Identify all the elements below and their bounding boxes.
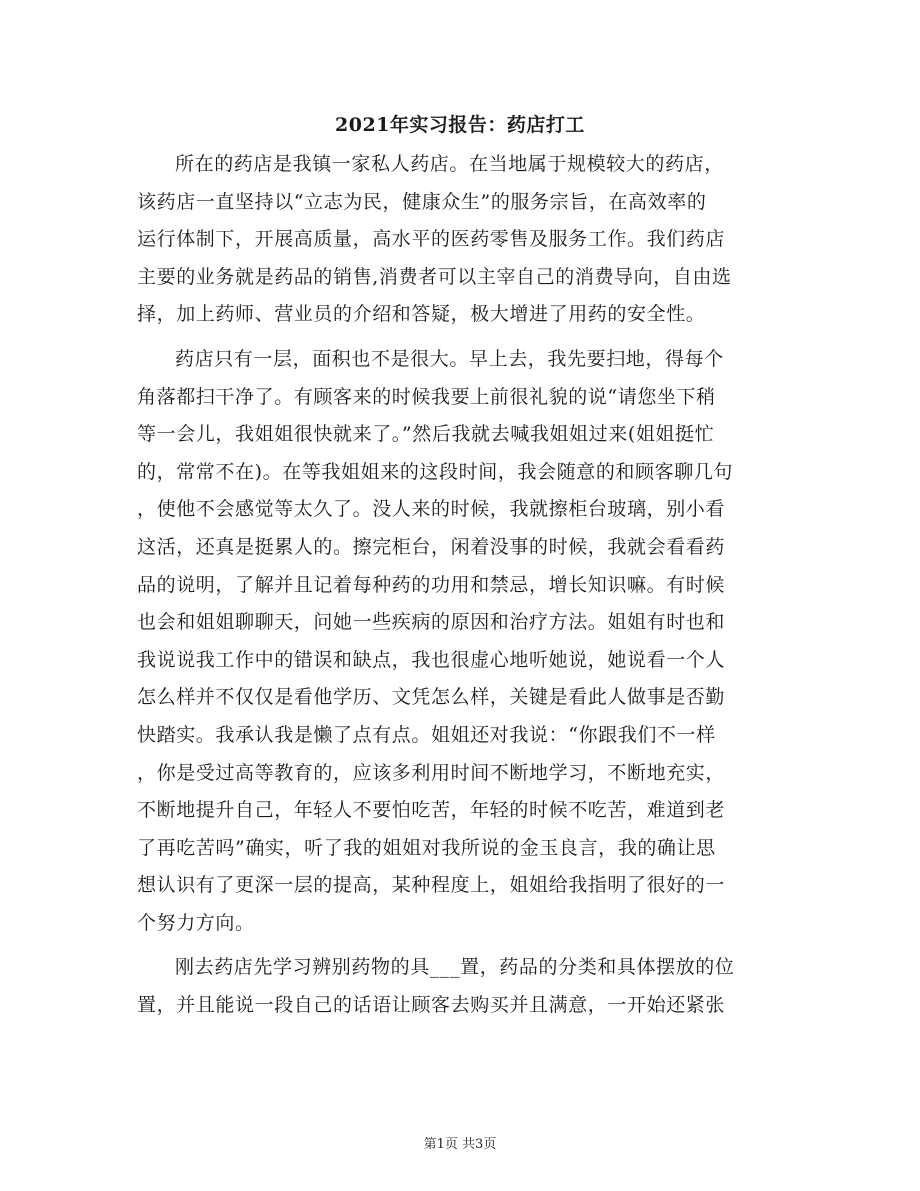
text-line: 怎么样并不仅仅是看他学历、文凭怎么样，关键是看此人做事是否勤 [137, 686, 726, 709]
text-line: 了再吃苦吗”确实，听了我的姐姐对我所说的金玉良言，我的确让思 [137, 836, 716, 859]
text-line: 不断地提升自己，年轻人不要怕吃苦，年轻的时候不吃苦，难道到老 [137, 799, 726, 822]
paragraph-gap [137, 942, 785, 949]
text-line: 等一会儿，我姐姐很快就来了。”然后我就去喊我姐姐过来(姐姐挺忙 [137, 423, 715, 446]
text-line: 这活，还真是挺累人的。擦完柜台，闲着没事的时候，我就会看看药 [137, 535, 726, 558]
text-line: ，你是受过高等教育的，应该多利用时间不断地学习，不断地充实， [137, 761, 726, 784]
text-line: 该药店一直坚持以“立志为民，健康众生”的服务宗旨，在高效率的 [137, 190, 707, 213]
text-line: 主要的业务就是药品的销售,消费者可以主宰自己的消费导向，自由选 [137, 265, 732, 288]
text-line: 品的说明，了解并且记着每种药的功用和禁忌，增长知识嘛。有时候 [137, 573, 726, 596]
text-line: 刚去药店先学习辨别药物的具___置，药品的分类和具体摆放的位 [175, 956, 735, 979]
text-line: 想认识有了更深一层的提高，某种程度上，姐姐给我指明了很好的一 [137, 874, 726, 897]
page-footer: 第1页 共3页 [423, 1137, 497, 1152]
text-line: 也会和姐姐聊聊天，问她一些疾病的原因和治疗方法。姐姐有时也和 [137, 611, 726, 634]
text-line: 我说说我工作中的错误和缺点，我也很虚心地听她说，她说看一个人 [137, 648, 726, 671]
text-line: 角落都扫干净了。有顾客来的时候我要上前很礼貌的说“请您坐下稍 [137, 385, 716, 408]
text-line: 运行体制下，开展高质量，高水平的医药零售及服务工作。我们药店 [137, 228, 726, 251]
text-line: 的，常常不在)。在等我姐姐来的这段时间，我会随意的和顾客聊几句 [137, 460, 734, 483]
paragraph-gap [137, 334, 785, 341]
text-line: 所在的药店是我镇一家私人药店。在当地属于规模较大的药店， [175, 153, 724, 175]
text-line: 快踏实。我承认我是懒了点有点。姐姐还对我说：“你跟我们不一样 [137, 723, 716, 746]
text-line: 个努力方向。 [137, 911, 255, 934]
text-line: 置，并且能说一段自己的话语让顾客去购买并且满意，一开始还紧张 [137, 994, 726, 1017]
text-line: 择，加上药师、营业员的介绍和答疑，极大增进了用药的安全性。 [137, 303, 706, 326]
text-line: ，使他不会感觉等太久了。没人来的时候，我就擦柜台玻璃，别小看 [137, 498, 726, 521]
text-line: 药店只有一层，面积也不是很大。早上去，我先要扫地，得每个 [175, 347, 724, 370]
document-title: 2021年实习报告：药店打工 [335, 114, 585, 136]
document-body [137, 146, 785, 1025]
